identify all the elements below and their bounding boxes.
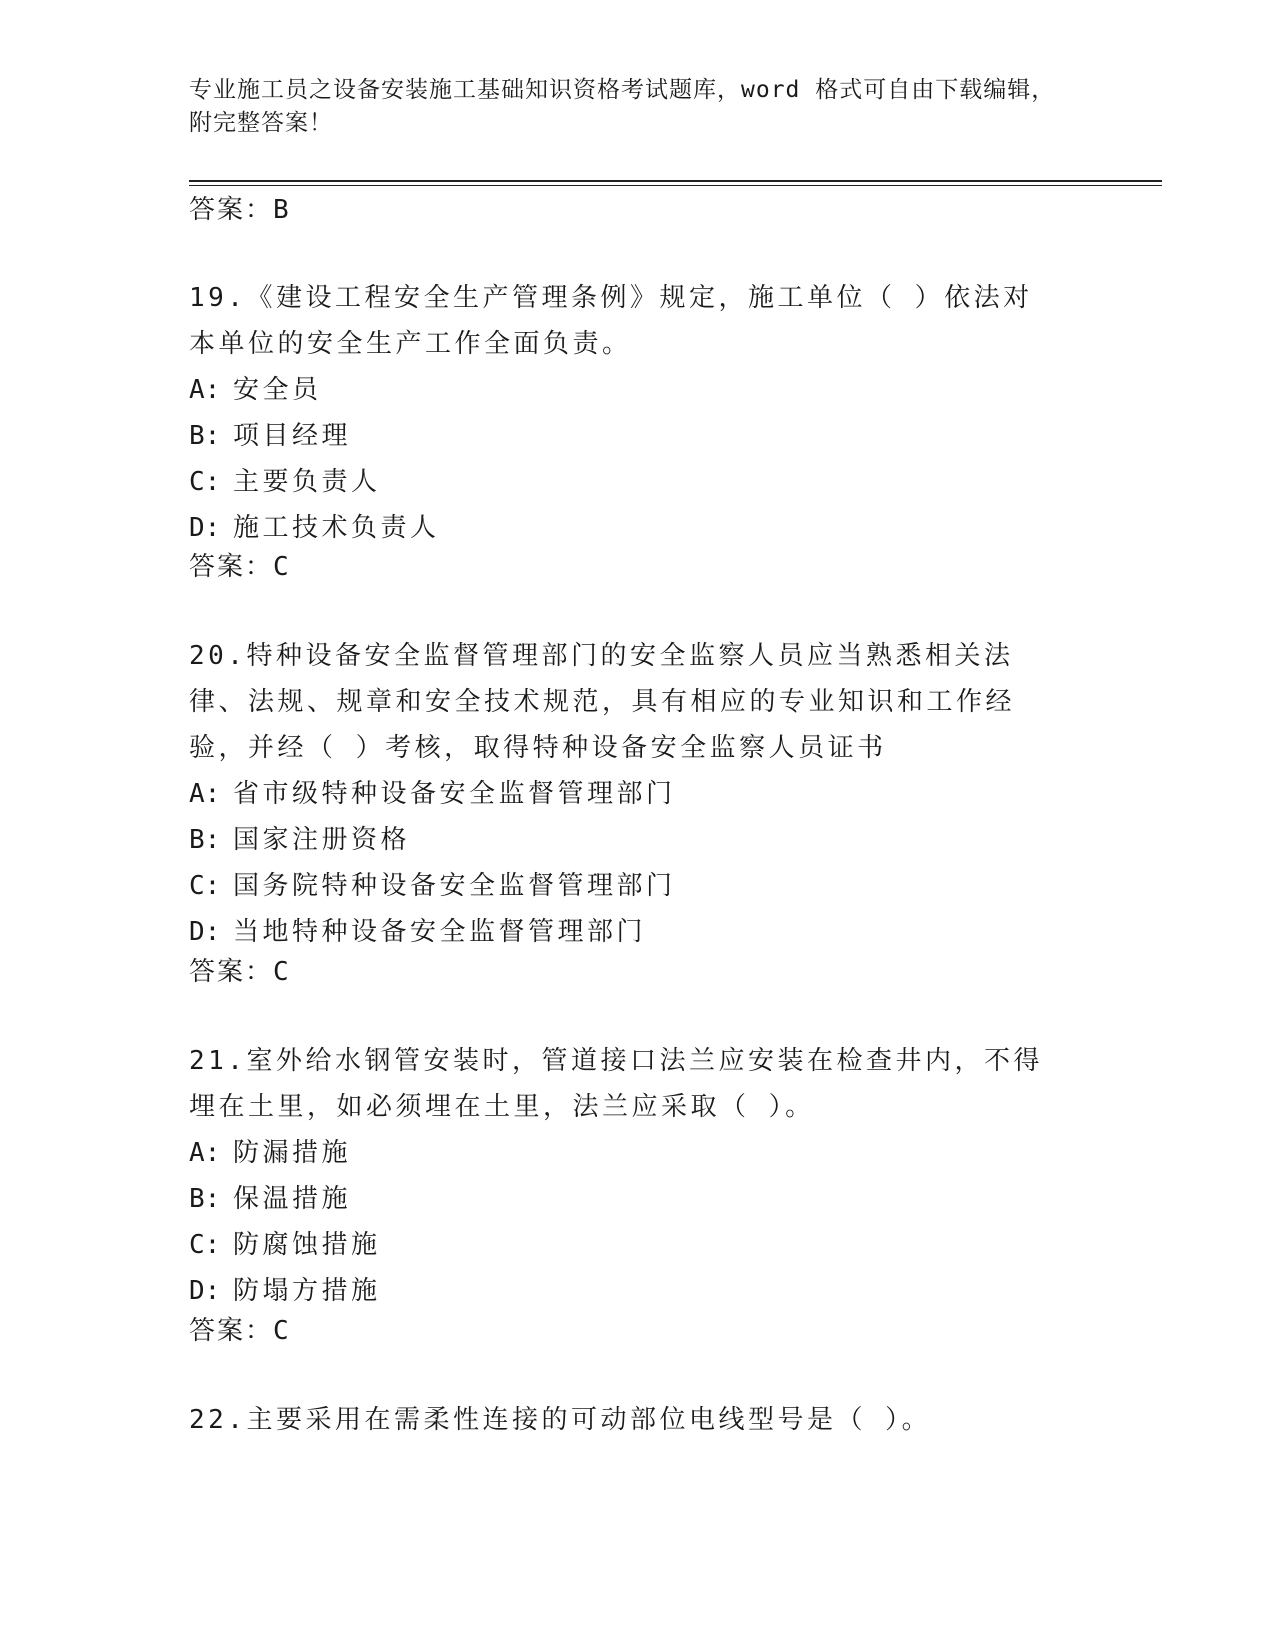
answer-value: C (273, 552, 291, 582)
header-rule (189, 180, 1162, 182)
option-key: A: (189, 779, 221, 809)
answer-value: B (273, 195, 291, 225)
question-stem: 19.《建设工程安全生产管理条例》规定，施工单位（ ）依法对本单位的安全生产工作全面负责。 (189, 283, 1033, 359)
option-text: 主要负责人 (233, 467, 381, 497)
answer-label: 答案： (189, 552, 274, 582)
option-key: A: (189, 375, 221, 405)
option-c (189, 1222, 1069, 1268)
answer-label: 答案： (189, 957, 274, 987)
option-text: 防漏措施 (233, 1138, 352, 1168)
question-stem: 21.室外给水钢管安装时，管道接口法兰应安装在检查井内，不得埋在土里，如必须埋在土里，法兰应采取（ ）。 (189, 1046, 1043, 1122)
option-key: C: (189, 467, 221, 497)
answer-value: C (273, 957, 291, 987)
question-19 (189, 275, 1039, 551)
option-b (189, 1176, 1069, 1222)
option-text: 国务院特种设备安全监督管理部门 (233, 871, 676, 901)
question-stem: 22.主要采用在需柔性连接的可动部位电线型号是（ ）。 (189, 1405, 932, 1435)
answer-line (189, 193, 291, 227)
option-key: A: (189, 1138, 221, 1168)
answer-line (189, 955, 291, 989)
option-d (189, 1268, 1069, 1314)
option-key: D: (189, 1276, 221, 1306)
option-key: C: (189, 871, 221, 901)
question-22 (189, 1397, 1069, 1443)
option-a (189, 367, 1039, 413)
option-d (189, 505, 1039, 551)
question-20 (189, 633, 1069, 955)
option-key: B: (189, 421, 221, 451)
option-text: 当地特种设备安全监督管理部门 (233, 917, 647, 947)
option-key: B: (189, 1184, 221, 1214)
option-key: D: (189, 513, 221, 543)
option-key: C: (189, 1230, 221, 1260)
option-text: 省市级特种设备安全监督管理部门 (233, 779, 676, 809)
option-d (189, 909, 1069, 955)
header-rule-thin (189, 185, 1162, 186)
option-text: 项目经理 (233, 421, 352, 451)
option-text: 施工技术负责人 (233, 513, 440, 543)
answer-value: C (273, 1316, 291, 1346)
answer-label: 答案： (189, 195, 274, 225)
question-21 (189, 1038, 1069, 1314)
option-b (189, 817, 1069, 863)
option-b (189, 413, 1039, 459)
question-stem: 20.特种设备安全监督管理部门的安全监察人员应当熟悉相关法律、法规、规章和安全技术规范，具有相应的专业知识和工作经验，并经（ ）考核，取得特种设备安全监察人员证书 (189, 641, 1016, 763)
option-key: B: (189, 825, 221, 855)
document-header: 专业施工员之设备安装施工基础知识资格考试题库，word 格式可自由下载编辑，附完整答案！ (189, 77, 1056, 136)
option-text: 防腐蚀措施 (233, 1230, 381, 1260)
option-text: 国家注册资格 (233, 825, 411, 855)
option-text: 安全员 (233, 375, 322, 405)
option-text: 保温措施 (233, 1184, 352, 1214)
answer-label: 答案： (189, 1316, 274, 1346)
option-c (189, 863, 1069, 909)
answer-line (189, 550, 291, 584)
option-a (189, 771, 1069, 817)
answer-line (189, 1314, 291, 1348)
option-key: D: (189, 917, 221, 947)
option-c (189, 459, 1039, 505)
option-a (189, 1130, 1069, 1176)
option-text: 防塌方措施 (233, 1276, 381, 1306)
